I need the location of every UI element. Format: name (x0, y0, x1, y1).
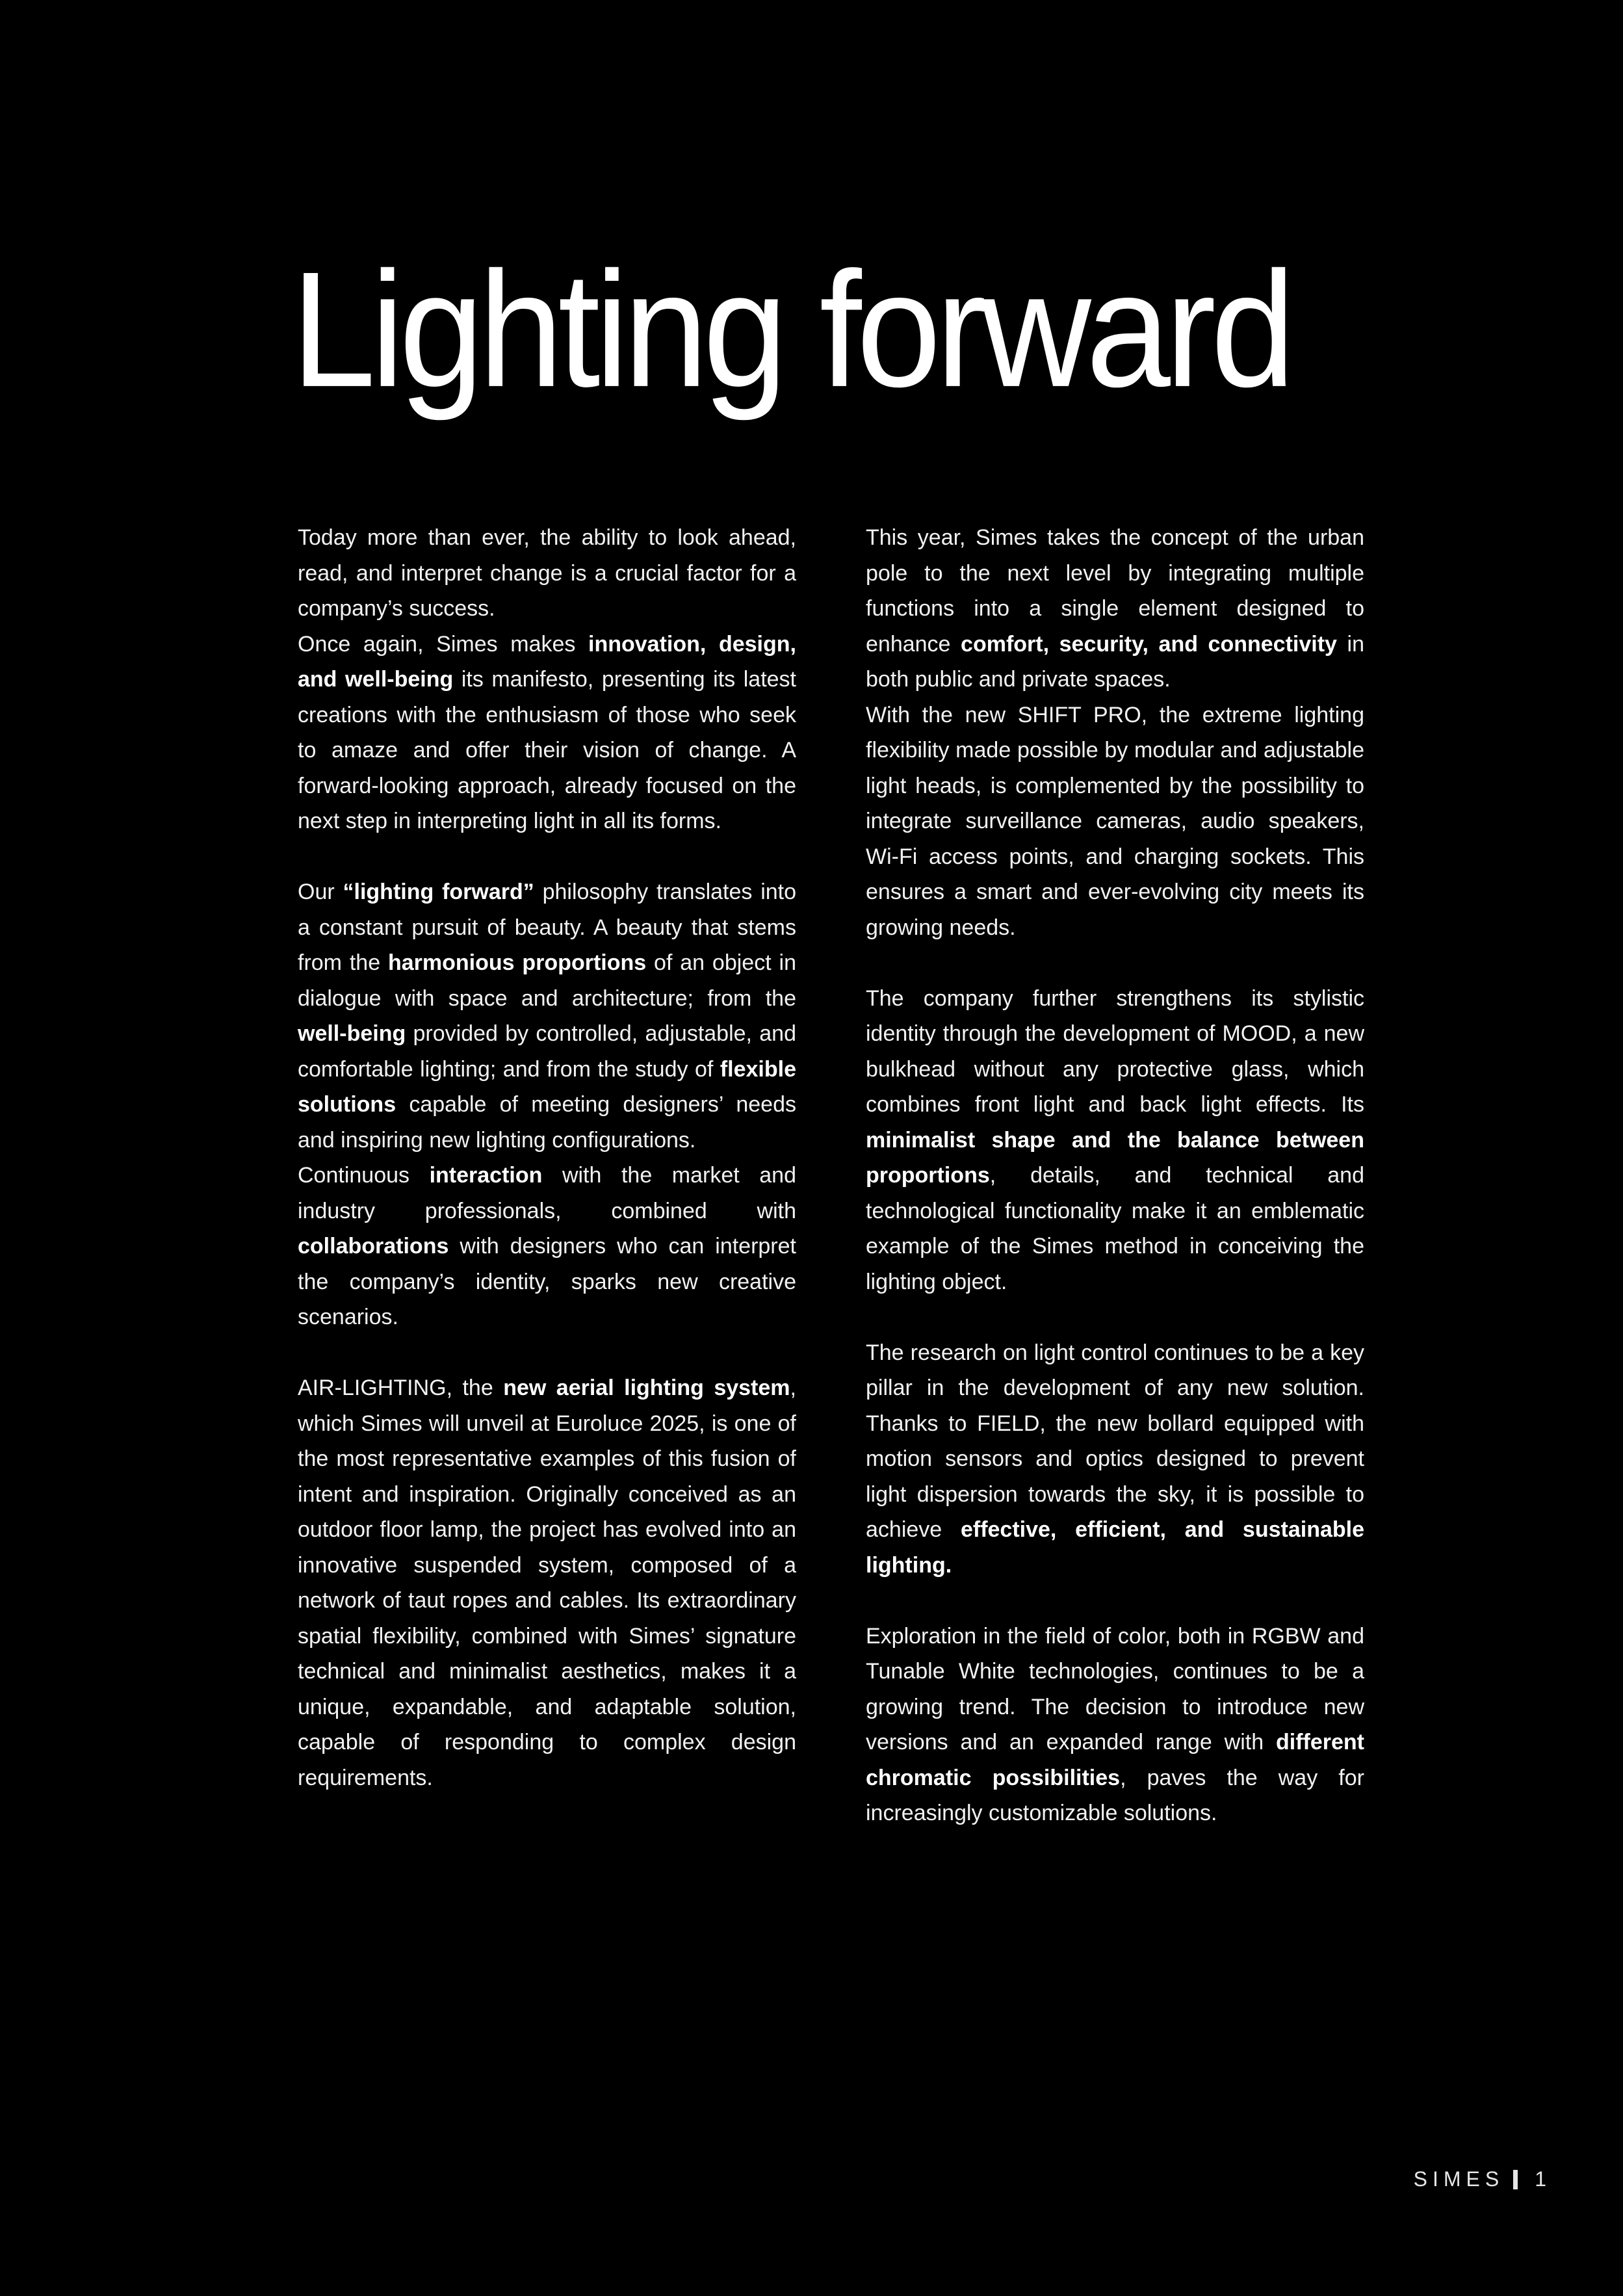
page-footer (1414, 2167, 1546, 2191)
paragraph-color (866, 1619, 1364, 1831)
paragraph-air-lighting (298, 1370, 796, 1795)
bold-text: new aerial lighting system (503, 1376, 790, 1400)
paragraph-manifesto (298, 627, 796, 839)
paragraph-mood (866, 981, 1364, 1300)
bold-text: collaborations (298, 1234, 449, 1259)
right-text-column (866, 520, 1364, 1831)
bold-text: flexible solutions (298, 1056, 796, 1117)
text-run: in both public and private spaces. (866, 631, 1364, 692)
text-run: AIR-LIGHTING, the (298, 1376, 504, 1400)
text-run: Exploration in the field of color, both in RGBW and Tunable White technologies, continues to be a growing trend. The decision to introduce new versions and an expanded range with (866, 1623, 1364, 1755)
text-run: philosophy translates into a constant pursuit of beauty. A beauty that stems from the (298, 880, 797, 975)
text-run: with designers who can interpret the company’s identity, sparks new creative scenarios. (298, 1234, 796, 1329)
text-run: with the market and industry professionals, combined with (298, 1163, 796, 1223)
text-run: , details, and technical and technological functionality make it an emblematic example of the Simes method in conceiving the lighting object. (866, 1163, 1364, 1294)
paragraph-shift-pro: With the new SHIFT PRO, the extreme lighting flexibility made possible by modular and adjustable light heads, is complemented by the possibility to integrate surveillance cameras, audio speakers, Wi-Fi access points, and charging sockets. This ensures a smart and ever-evolving city meets its growing needs. (866, 702, 1364, 940)
bold-text: “lighting forward” (343, 880, 534, 904)
text-run: The research on light control continues to be a key pillar in the development of any new solution. Thanks to FIELD, the new bollard equipped with motion sensors and optics designed to prevent light dispersion towards the sky, it is possible to achieve (866, 1340, 1364, 1542)
text-run: , which Simes will unveil at Euroluce 2025, is one of the most representative examples of this fusion of intent and inspiration. Originally conceived as an outdoor floor lamp, the project has evolved into an innovative suspended system, composed of a network of taut ropes and cables. Its extraordinary spatial flexibility, combined with Simes’ signature technical and minimalist aesthetics, makes it a unique, expandable, and adaptable solution, capable of responding to complex design requirements. (298, 1376, 796, 1790)
brand-name: SIMES (1413, 2167, 1505, 2191)
text-run: This year, Simes takes the concept of the urban pole to the next level by integrating multiple functions into a single element designed to enhance (866, 525, 1364, 657)
bold-text: well-being (298, 1021, 406, 1046)
page-title: Lighting forward (291, 237, 1290, 421)
paragraph-urban-pole (866, 520, 1364, 698)
bold-text: effective, efficient, and sustainable lighting. (866, 1517, 1364, 1578)
bold-text: harmonious proportions (387, 950, 647, 975)
text-run: Continuous (298, 1163, 430, 1188)
text-run: of an object in dialogue with space and architecture; from the (298, 950, 796, 1011)
bold-text: different chromatic possibilities (866, 1730, 1364, 1790)
text-run: , paves the way for increasingly customizable solutions. (866, 1765, 1364, 1825)
bold-text: minimalist shape and the balance between proportions (866, 1127, 1364, 1188)
bold-text: innovation, design, and well-being (298, 631, 796, 692)
paragraph-intro: Today more than ever, the ability to look ahead, read, and interpret change is a crucial factor for a company’s success. (298, 525, 796, 621)
text-run: capable of meeting designers’ needs and inspiring new lighting configurations. (298, 1092, 796, 1153)
paragraph-interaction (298, 1158, 796, 1335)
separator-bar (1513, 2170, 1518, 2189)
left-text-column (298, 520, 796, 1795)
bold-text: interaction (429, 1163, 543, 1188)
bold-text: comfort, security, and connectivity (961, 631, 1337, 657)
text-run: The company further strengthens its stylistic identity through the development of MOOD, a new bulkhead without any protective glass, which combines front light and back light effects. Its (866, 985, 1364, 1117)
text-run: Our (298, 880, 343, 904)
paragraph-philosophy (298, 874, 796, 1158)
paragraph-field (866, 1335, 1364, 1584)
text-run: provided by controlled, adjustable, and comfortable lighting; and from the study of (298, 1021, 796, 1082)
text-run: its manifesto, presenting its latest creations with the enthusiasm of those who seek to amaze and offer their vision of change. A forward-looking approach, already focused on the next step in interpreting light in all its forms. (298, 667, 796, 833)
page-number: 1 (1535, 2167, 1546, 2191)
text-run: Once again, Simes makes (298, 631, 589, 657)
